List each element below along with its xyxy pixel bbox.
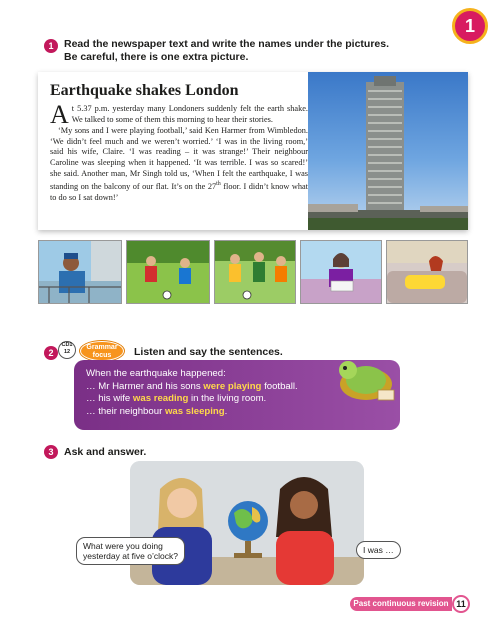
grammar-focus-badge: Grammar focus (80, 341, 124, 361)
reading-illustration (301, 241, 381, 303)
article-body (50, 100, 308, 203)
grammar-intro: When the earthquake happened: (86, 368, 226, 379)
instruction-line-1: Read the newspaper text and write the names under the pictures. (64, 38, 389, 50)
article-headline: Earthquake shakes London (50, 82, 239, 99)
exercise-number: 3 (44, 445, 58, 459)
grammar-line-2: … his wife was reading in the living room. (86, 393, 267, 404)
exercise-2-instruction: Listen and say the sentences. (134, 346, 283, 358)
picture-man-on-balcony (38, 240, 122, 304)
article-paragraph-1: At 5.37 p.m. yesterday many Londoners suddenly felt the earth shake. We talked to some of them this morning to hear their stories. (50, 100, 308, 129)
instruction-line-2: Be careful, there is one extra picture. (64, 51, 249, 63)
football-illustration (127, 241, 209, 303)
exercise-number: 2 (44, 346, 58, 360)
newspaper-article (38, 72, 468, 230)
sleeping-illustration (387, 241, 467, 303)
girls-talking-photo (130, 461, 364, 585)
tower-block-photo (308, 72, 468, 230)
exercise-1-instruction (64, 38, 389, 64)
balcony-illustration (39, 241, 121, 303)
grammar-line-1: … Mr Harmer and his sons were playing football. (86, 380, 298, 392)
picture-woman-sleeping (386, 240, 468, 304)
answer-speech-bubble: I was … (356, 541, 401, 559)
exercise-3-instruction: Ask and answer. (64, 446, 147, 458)
page-number: 11 (452, 595, 470, 613)
picture-family-football (214, 240, 296, 304)
girls-illustration (130, 461, 364, 585)
footer-label: Past continuous revision (350, 597, 452, 611)
article-paragraph-2: ‘My sons and I were playing football,’ said Ken Harmer from Wimbledon. ‘We didn’t feel much and we weren’t worried.’ ‘I was in the living room,’ said his wife, Claire. ‘I was reading – it was strange!’ Their neighbour Caroline was sleeping when it happened. ‘It was terrible. I was so scared!’ she said. Another man, Mr Singh told us, ‘When I felt the earthquake, I was standing on the balcony of our flat. It’s on the 27th floor. I didn’t know what to do so I sat down!’ (50, 126, 308, 202)
question-speech-bubble: What were you doing yesterday at five o’clock? (76, 537, 185, 565)
cd-icon[interactable]: CD1 12 (58, 341, 76, 359)
picture-boys-football (126, 240, 210, 304)
tortoise-mascot-icon (330, 348, 400, 406)
tower-block-illustration (308, 72, 468, 230)
unit-badge: 1 (452, 8, 488, 44)
drop-cap: A (50, 100, 69, 129)
grammar-line-3: … their neighbour was sleeping. (86, 405, 228, 417)
family-football-illustration (215, 241, 295, 303)
picture-woman-reading (300, 240, 382, 304)
exercise-number: 1 (44, 39, 58, 53)
